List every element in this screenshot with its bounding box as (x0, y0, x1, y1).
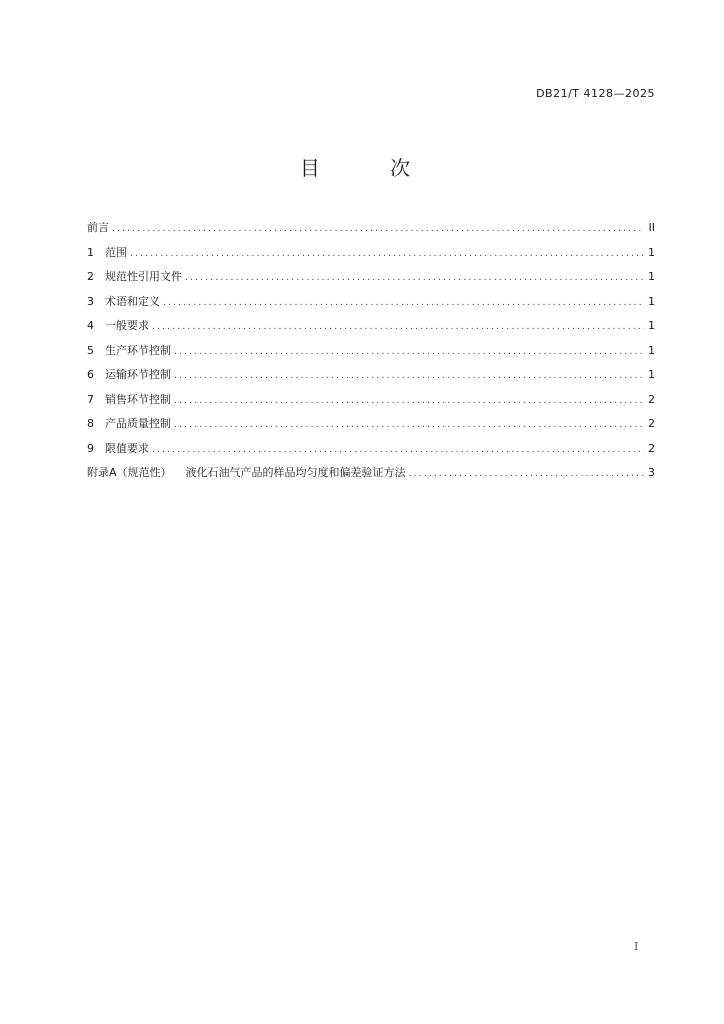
toc-entry-page: 2 (648, 392, 655, 406)
toc-entry-label: 范围 (105, 245, 127, 259)
page-number: I (634, 940, 639, 953)
toc-entry-9[interactable] (87, 440, 655, 465)
toc-entry-number: 4 (87, 319, 94, 332)
toc-entry-label: 生产环节控制 (105, 343, 171, 357)
toc-entry-number: 3 (87, 294, 94, 308)
toc-entry-7[interactable] (87, 391, 655, 416)
toc-leader-dots (174, 396, 644, 406)
toc-entry-label: 前言 (87, 221, 109, 234)
toc-entry-label: 产品质量控制 (105, 417, 171, 430)
toc-appendix-label: 附录A（规范性） (87, 466, 172, 479)
toc-entry-page: 2 (648, 441, 655, 455)
toc-leader-dots (152, 445, 644, 455)
toc-entry-number: 6 (87, 368, 94, 381)
toc-leader-dots (174, 371, 644, 381)
toc-entry-page: II (648, 221, 655, 234)
toc-entry-number: 5 (87, 343, 94, 357)
toc-entry-page: 1 (648, 270, 655, 283)
toc-entry-page: 3 (648, 466, 655, 479)
toc-entry-label: 一般要求 (105, 319, 149, 332)
toc-entry-number: 9 (87, 441, 94, 455)
page-title: 目 次 (299, 156, 443, 180)
toc-appendix-title: 液化石油气产品的样品均匀度和偏差验证方法 (185, 466, 406, 479)
toc-entry-page: 1 (648, 245, 655, 259)
toc-entry-appendix-a[interactable] (87, 464, 655, 489)
toc-entry-label: 运输环节控制 (105, 368, 171, 381)
toc-entry-number: 2 (87, 270, 94, 283)
toc-entry-label: 限值要求 (105, 441, 149, 455)
toc-leader-dots (409, 469, 644, 479)
toc-entry-4[interactable] (87, 317, 655, 342)
toc-entry-foreword[interactable] (87, 219, 655, 244)
toc-entry-2[interactable] (87, 268, 655, 293)
toc-leader-dots (130, 249, 644, 259)
toc-leader-dots (163, 298, 644, 308)
toc-leader-dots (174, 347, 644, 357)
toc-entry-3[interactable] (87, 293, 655, 318)
toc-entry-page: 1 (648, 343, 655, 357)
toc-leader-dots (185, 273, 644, 283)
toc-entry-5[interactable] (87, 342, 655, 367)
toc-entry-1[interactable] (87, 244, 655, 269)
toc-entry-6[interactable] (87, 366, 655, 391)
toc-entry-page: 1 (648, 319, 655, 332)
toc-entry-page: 1 (648, 294, 655, 308)
document-code: DB21/T 4128—2025 (536, 87, 655, 100)
toc-entry-8[interactable] (87, 415, 655, 440)
toc-entry-label: 规范性引用文件 (105, 270, 182, 283)
toc-entry-number: 8 (87, 417, 94, 430)
toc-entry-number: 7 (87, 392, 94, 406)
toc-entry-label: 销售环节控制 (105, 392, 171, 406)
toc-leader-dots (112, 224, 644, 234)
table-of-contents (87, 219, 655, 489)
toc-leader-dots (174, 420, 644, 430)
toc-entry-page: 2 (648, 417, 655, 430)
toc-leader-dots (152, 322, 644, 332)
toc-entry-label: 术语和定义 (105, 294, 160, 308)
toc-entry-number: 1 (87, 245, 94, 259)
toc-entry-page: 1 (648, 368, 655, 381)
